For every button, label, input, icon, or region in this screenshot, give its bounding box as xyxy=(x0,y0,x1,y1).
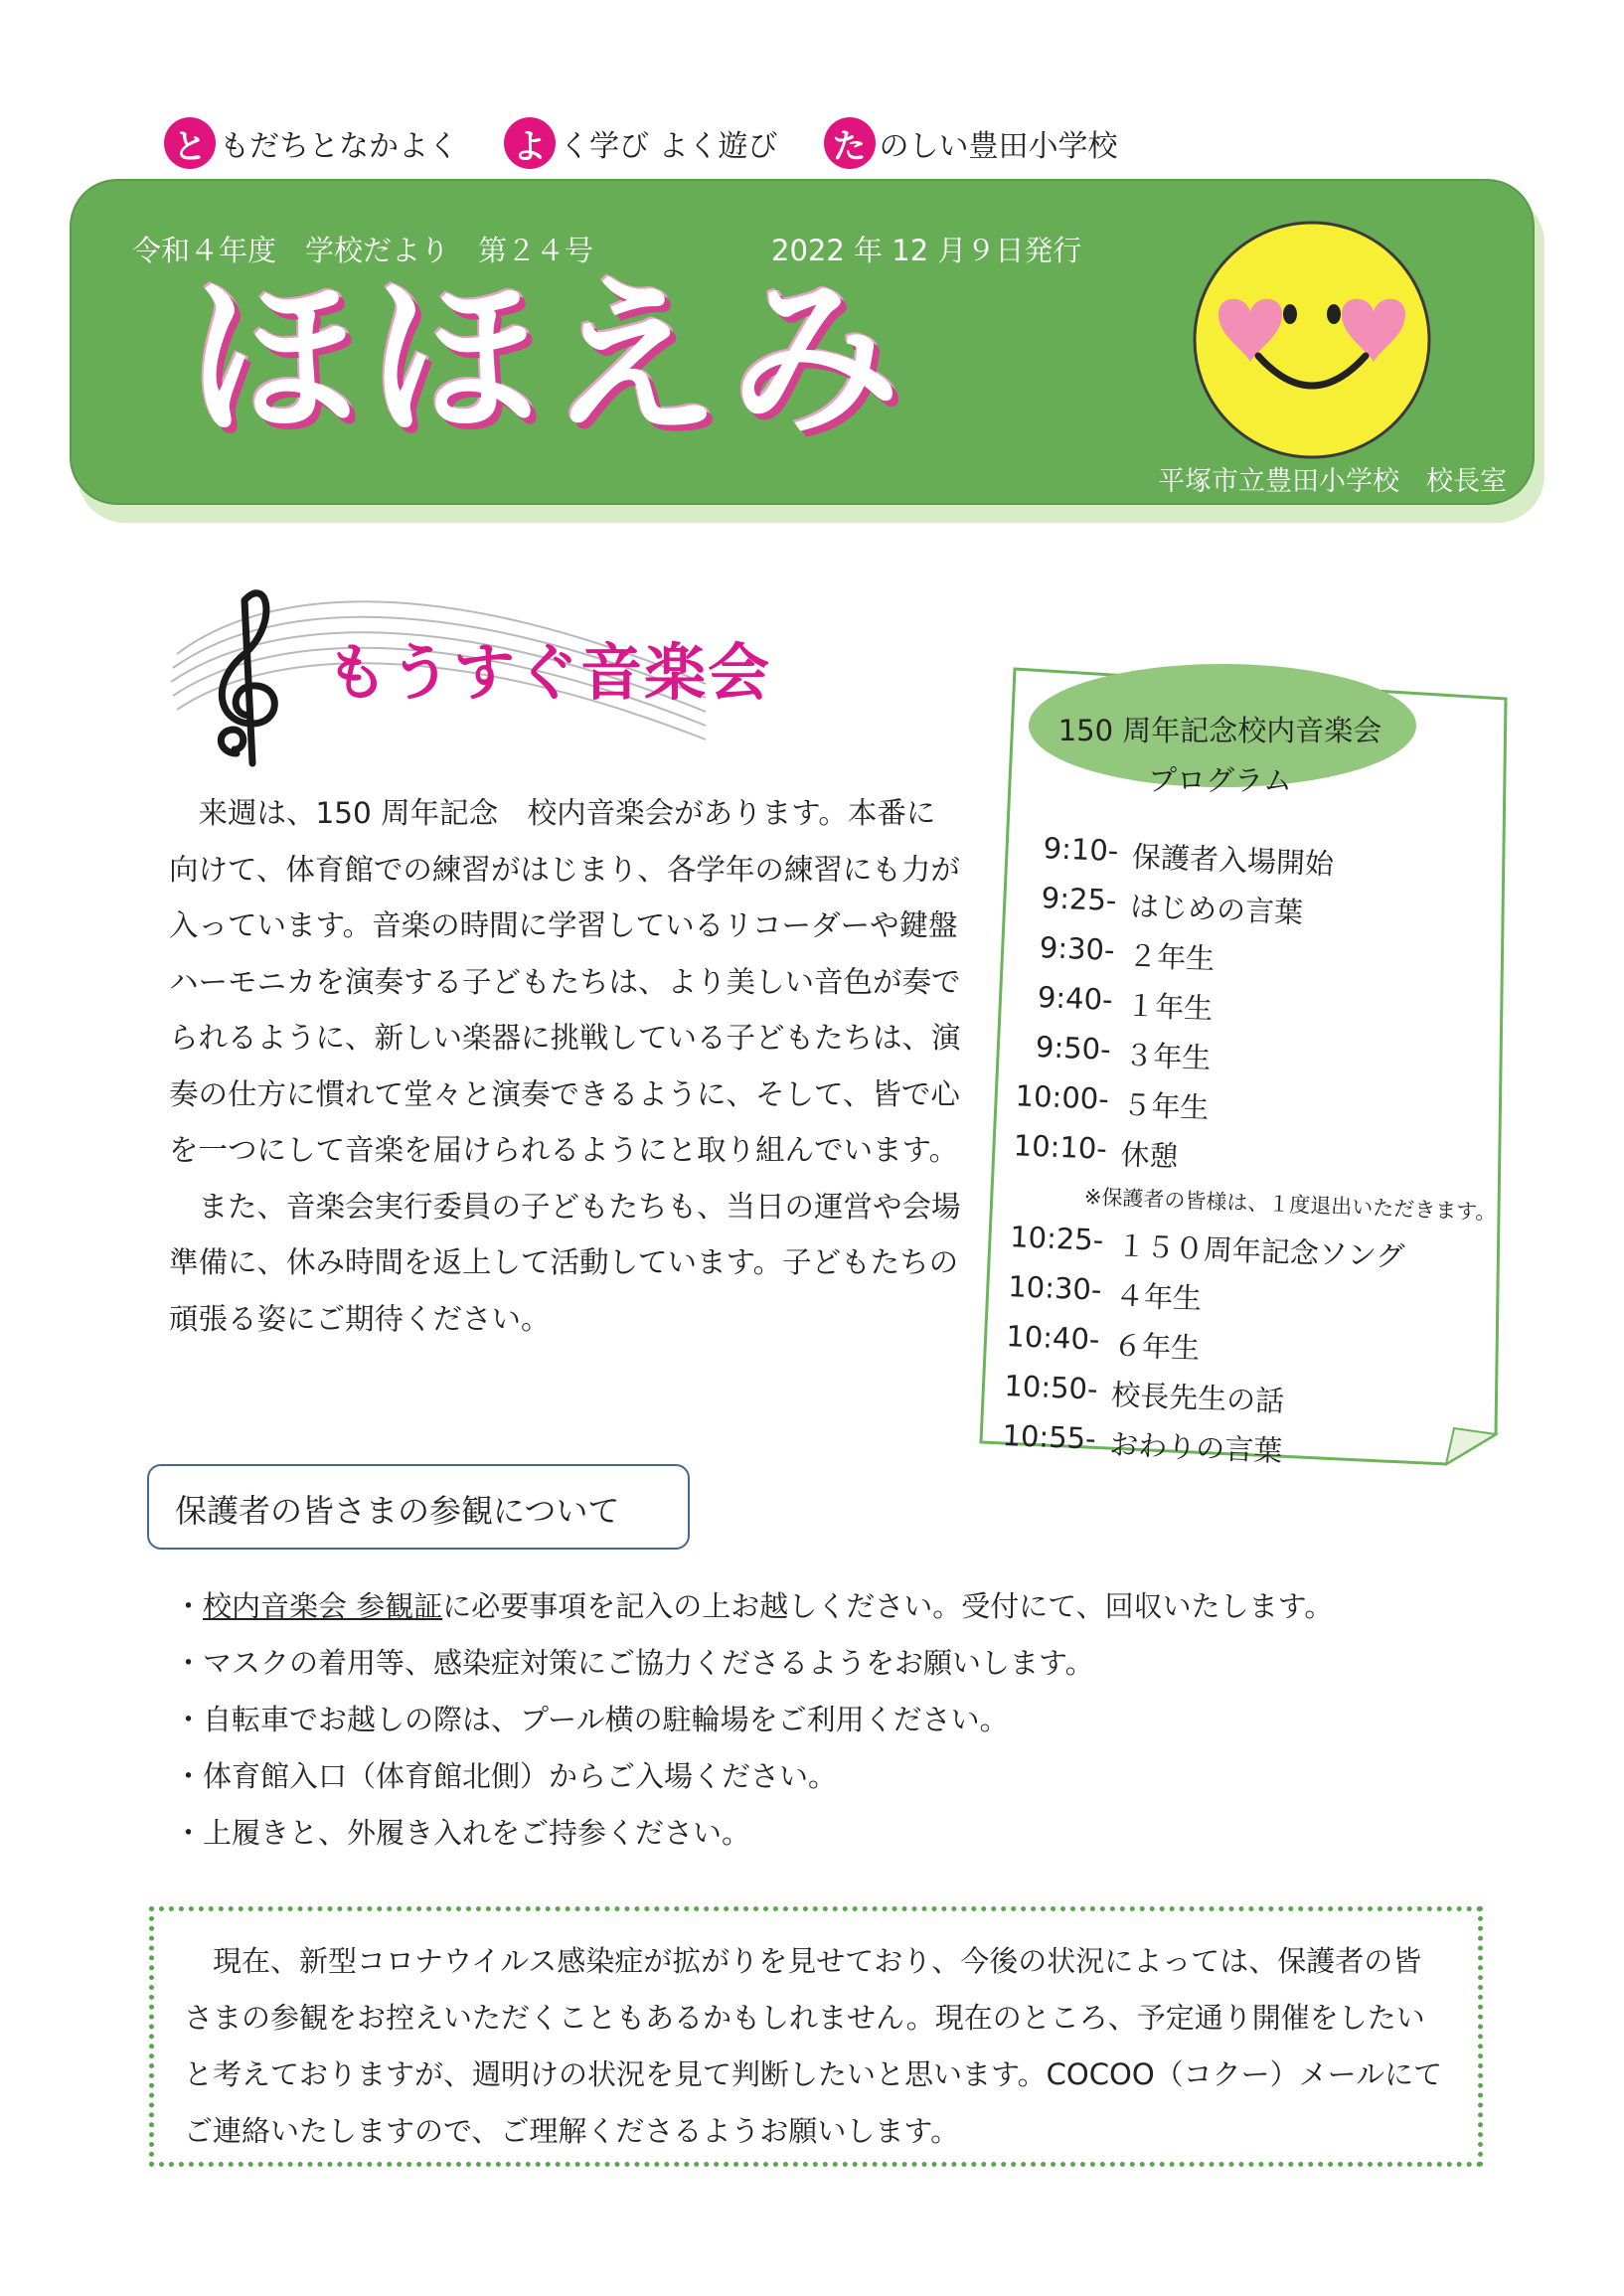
program-heading-line: 150 周年記念校内音楽会 xyxy=(1057,714,1382,747)
motto-item xyxy=(504,117,778,169)
bullet-mark: ・ xyxy=(174,1759,204,1793)
music-article xyxy=(169,785,964,1347)
pass-name: 校内音楽会 参観証 xyxy=(203,1589,443,1623)
program-time: 10:40- xyxy=(1005,1319,1101,1357)
bullet-text: 自転車でお越しの際は、プール横の駐輪場をご利用ください。 xyxy=(203,1703,1009,1736)
program-note: ※保護者の皆様は、１度退出いただきます。 xyxy=(1083,1185,1497,1225)
bullet-text: 体育館入口（体育館北側）からご入場ください。 xyxy=(203,1759,838,1793)
newsletter-title: ほほえみ xyxy=(187,258,910,458)
program-heading-line: プログラム xyxy=(1148,763,1292,797)
program-time: 9:30- xyxy=(1039,930,1116,967)
program-label: はじめの言葉 xyxy=(1129,889,1304,930)
school-name: 平塚市立豊田小学校 校長室 xyxy=(1158,466,1507,497)
motto-item xyxy=(824,117,1118,169)
program-time: 9:10- xyxy=(1043,831,1119,869)
program-label: 休憩 xyxy=(1119,1137,1180,1174)
program-label: １５０周年記念ソング xyxy=(1116,1229,1405,1274)
program-card xyxy=(979,661,1516,1466)
list-item xyxy=(174,1805,1367,1862)
program-time: 10:10- xyxy=(1013,1128,1108,1166)
list-item xyxy=(174,1748,1367,1805)
list-item xyxy=(174,1635,1367,1692)
program-label: ２年生 xyxy=(1127,938,1216,976)
motto-text: のしい豊田小学校 xyxy=(879,129,1118,164)
smiley-face-icon xyxy=(1189,217,1435,463)
music-section-title: もうすぐ音楽会 xyxy=(326,636,772,709)
parents-section-heading: 保護者の皆さまの参観について xyxy=(147,1464,690,1550)
article-paragraph: 来週は、150 周年記念 校内音楽会があります。本番に向けて、体育館での練習がはじまり、各学年の練習にも力が入っています。音楽の時間に学習しているリコーダーや鍵盤ハーモニカを演奏する子どもたちは、より美しい音色が奏でられるように、新しい楽器に挑戦している子どもたちは、演奏の仕方に慣れて堂々と演奏できるように、そして、皆で心を一つにして音楽を届けられるようにと取り組んでいます。 xyxy=(169,796,961,1167)
program-time: 10:00- xyxy=(1015,1078,1110,1116)
program-label: おわりの言葉 xyxy=(1108,1427,1283,1468)
motto-line xyxy=(164,117,1164,169)
issue-date: 2022 年 12 月９日発行 xyxy=(771,234,1082,267)
program-label: ４年生 xyxy=(1114,1278,1203,1316)
motto-text: もだちとなかよく xyxy=(220,129,458,164)
treble-clef-icon xyxy=(221,593,274,763)
program-time: 10:50- xyxy=(1003,1369,1099,1406)
bullet-mark: ・ xyxy=(174,1703,204,1736)
motto-item xyxy=(164,117,458,169)
program-heading xyxy=(1039,696,1401,815)
program-time: 9:25- xyxy=(1041,881,1118,918)
program-time: 10:30- xyxy=(1007,1269,1102,1307)
motto-initial: と xyxy=(164,117,216,169)
program-label: ６年生 xyxy=(1112,1328,1201,1366)
motto-text: く学び よく遊び xyxy=(560,129,778,164)
parents-bullet-list xyxy=(174,1578,1367,1862)
program-label: ３年生 xyxy=(1123,1038,1212,1075)
program-time: 10:25- xyxy=(1009,1220,1104,1257)
program-label: ５年生 xyxy=(1121,1087,1211,1125)
program-time: 10:55- xyxy=(1001,1418,1097,1456)
bullet-text: 上履きと、外履き入れをご持参ください。 xyxy=(203,1816,751,1850)
motto-initial: よ xyxy=(504,117,556,169)
program-time: 9:50- xyxy=(1035,1030,1112,1066)
motto-initial: た xyxy=(824,117,876,169)
issue-number: 令和４年度 学校だより 第２４号 xyxy=(132,234,594,267)
program-label: 校長先生の話 xyxy=(1110,1378,1285,1418)
bullet-mark: ・ xyxy=(174,1816,204,1850)
program-list xyxy=(989,830,1497,1486)
list-item xyxy=(174,1578,1367,1635)
program-label: １年生 xyxy=(1125,988,1214,1026)
article-paragraph: また、音楽会実行委員の子どもたちも、当日の運営や会場準備に、休み時間を返上して活動しています。子どもたちの頑張る姿にご期待ください。 xyxy=(169,1189,961,1336)
program-label: 保護者入場開始 xyxy=(1131,839,1335,882)
bullet-text: に必要事項を記入の上お越しください。受付にて、回収いたします。 xyxy=(442,1589,1334,1623)
program-time: 9:40- xyxy=(1037,980,1114,1017)
bullet-mark: ・ xyxy=(174,1589,204,1623)
covid-notice-box: 現在、新型コロナウイルス感染症が拡がりを見せており、今後の状況によっては、保護者の皆さまの参観をお控えいただくこともあるかもしれません。現在のところ、予定通り開催をしたいと考えておりますが、週明けの状況を見て判断したいと思います。COCOO（コクー）メールにてご連絡いたしますので、ご理解くださるようお願いします。 xyxy=(149,1906,1483,2167)
list-item xyxy=(174,1692,1367,1748)
bullet-text: マスクの着用等、感染症対策にご協力くださるようをお願いします。 xyxy=(203,1646,1094,1680)
bullet-mark: ・ xyxy=(174,1646,204,1680)
